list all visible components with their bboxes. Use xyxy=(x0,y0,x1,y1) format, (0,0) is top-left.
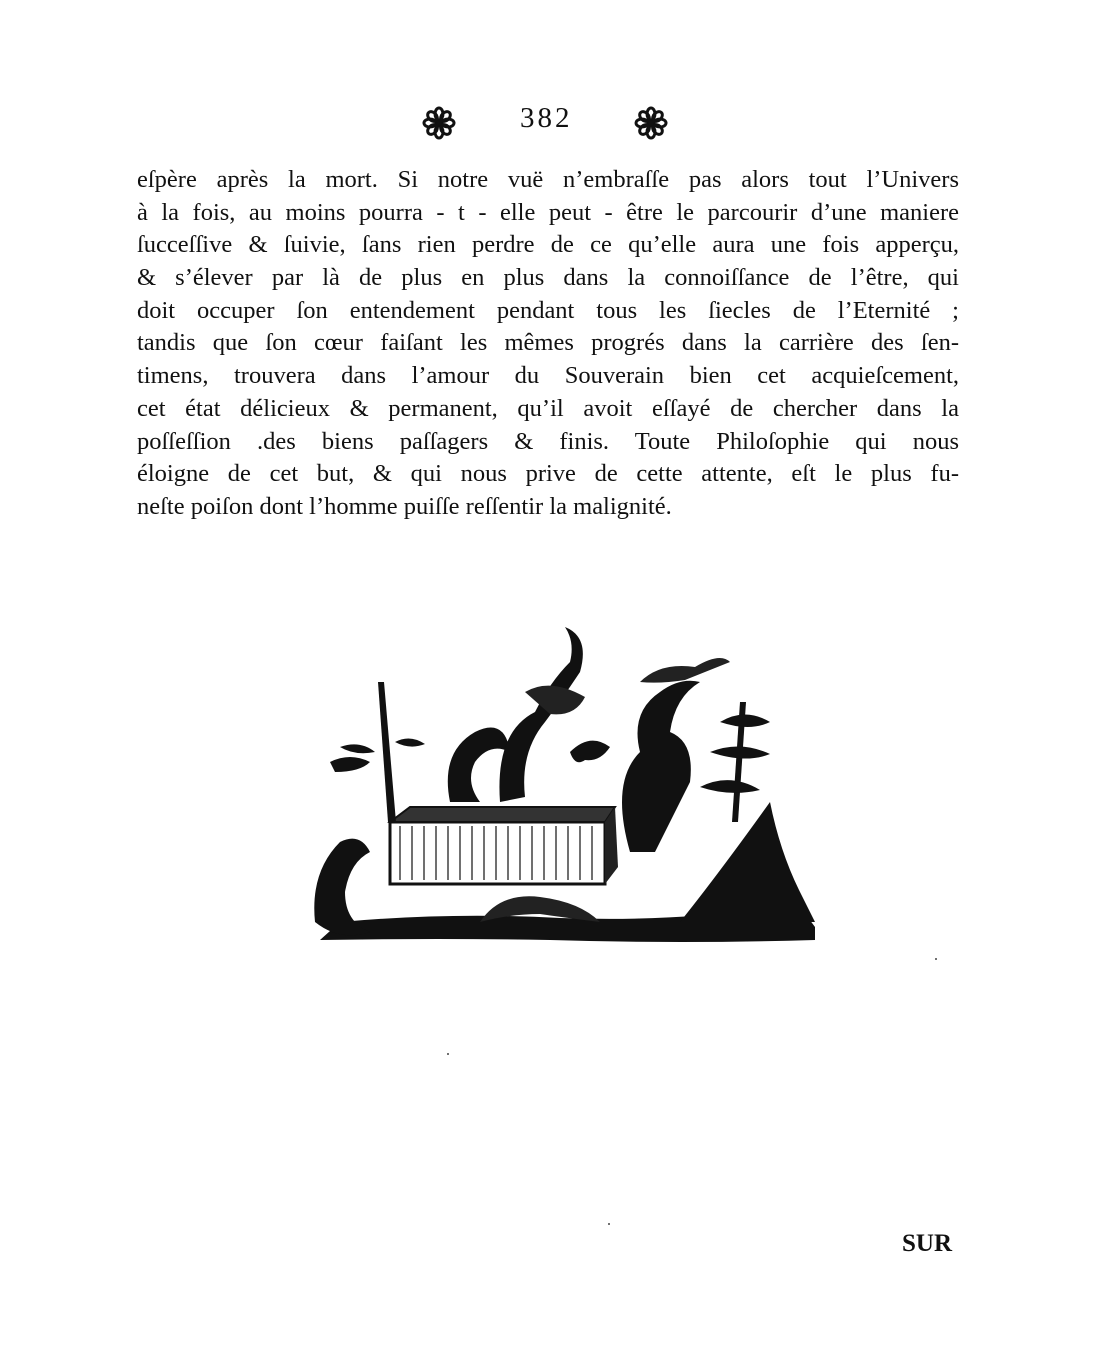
paper-speck xyxy=(608,1223,610,1225)
text-line: doit occuper ſon entendement pendant tous les ſiecles de l’Eternité ; xyxy=(137,296,959,324)
paper-speck xyxy=(935,958,937,960)
text-line: neſte poiſon dont l’homme puiſſe reſſentir la malignité. xyxy=(137,492,672,520)
rococo-vignette-ornament-icon xyxy=(300,622,820,952)
text-line: à la fois, au moins pourra - t - elle peut - être le parcourir d’une maniere xyxy=(137,198,959,226)
text-line: eſpère après la mort. Si notre vuë n’embraſſe pas alors tout l’Univers xyxy=(137,166,959,193)
text-line: cet état délicieux & permanent, qu’il avoit eſſayé de chercher dans la xyxy=(137,394,959,422)
text-line: éloigne de cet but, & qui nous prive de cette attente, eſt le plus fu- xyxy=(137,460,959,488)
page-number: 382 xyxy=(520,102,573,134)
text-line: poſſeſſion .des biens paſſagers & finis. Toute Philoſophie qui nous xyxy=(137,427,959,455)
page-header xyxy=(0,100,1100,150)
text-line: tandis que ſon cœur faiſant les mêmes progrés dans la carrière des ſen- xyxy=(137,329,959,357)
text-line: ſucceſſive & ſuivie, ſans rien perdre de ce qu’elle aura une fois apperçu, xyxy=(137,231,959,259)
flower-ornament-icon xyxy=(634,106,668,140)
body-paragraph xyxy=(137,164,959,524)
text-line: & s’élever par là de plus en plus dans la connoiſſance de l’être, qui xyxy=(137,264,959,292)
flower-ornament-icon xyxy=(422,106,456,140)
catchword: SUR xyxy=(902,1230,953,1257)
text-line: timens, trouvera dans l’amour du Souverain bien cet acquieſcement, xyxy=(137,362,959,390)
paper-speck xyxy=(447,1053,449,1055)
